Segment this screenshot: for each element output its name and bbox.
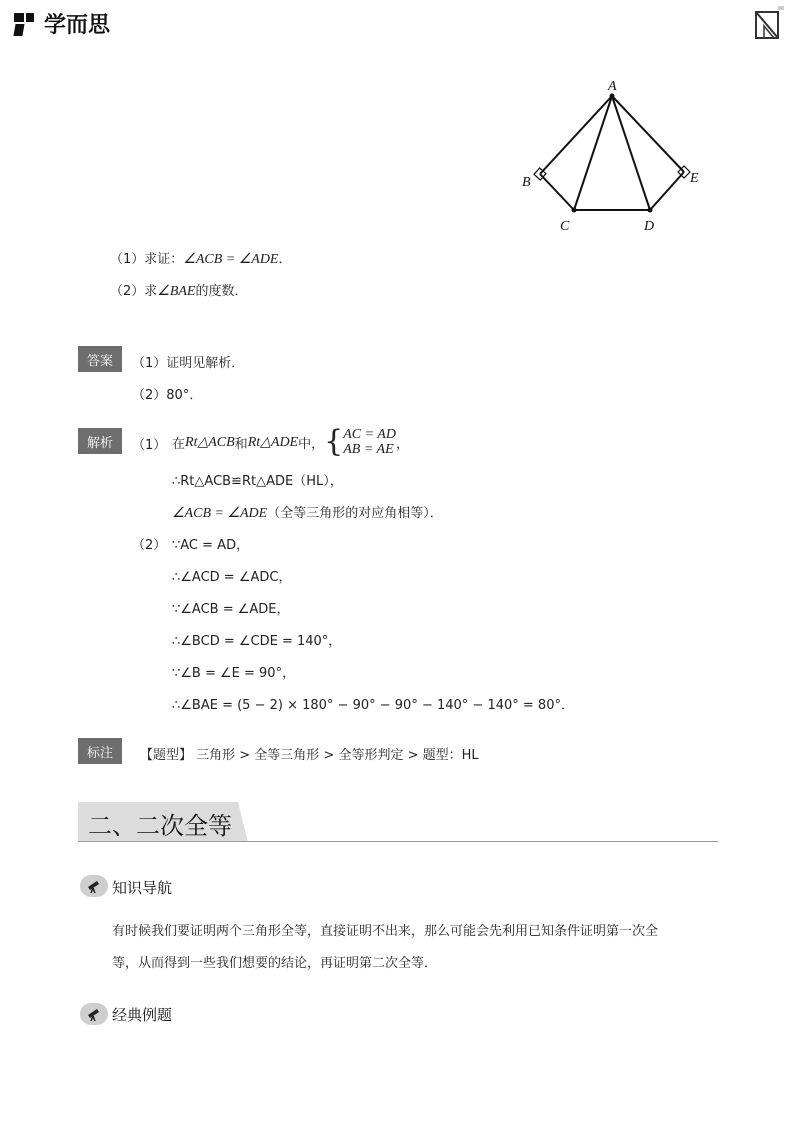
answer-tag: 答案 [78, 346, 122, 372]
label-b: B [522, 175, 531, 190]
question-1: （1）求证：∠ACB = ∠ADE． [110, 252, 292, 267]
analysis-tag: 解析 [78, 428, 122, 454]
ruler-triangle-icon [752, 6, 784, 42]
analysis-line-3: ∠ACB = ∠ADE（全等三角形的对应角相等）． [172, 506, 443, 521]
vertex-c [572, 208, 577, 213]
section-header [78, 802, 718, 842]
analysis-part-1-number: （1） [132, 438, 167, 453]
note-text: 【题型】 三角形 > 全等三角形 > 全等形判定 > 题型：HL [140, 748, 479, 763]
label-e: E [690, 171, 699, 186]
analysis-line-1: 在 Rt△ACB 和 Rt△ADE 中， { AC = AD AB = AE ， [172, 424, 409, 459]
analysis-line-9: ∴∠BAE = (5 − 2) × 180° − 90° − 90° − 140° − 140° = 80°． [172, 698, 574, 713]
equation-system: AC = AD AB = AE [343, 427, 396, 457]
xueersi-logo-icon [12, 10, 42, 38]
note-tag: 标注 [78, 738, 122, 764]
telescope-icon [80, 1003, 108, 1025]
section-title: 二、二次全等 [88, 812, 232, 840]
vertex-a [610, 94, 615, 99]
analysis-line-7: ∴∠BCD = ∠CDE = 140°， [172, 634, 342, 649]
label-a: A [608, 79, 617, 94]
knowledge-title: 知识导航 [112, 879, 173, 897]
brand-logo [12, 8, 110, 39]
vertex-d [648, 208, 653, 213]
label-c: C [560, 219, 570, 234]
analysis-line-8: ∵∠B = ∠E = 90°， [172, 666, 296, 681]
brand-name: 学而思 [44, 13, 111, 38]
knowledge-paragraph-line-1: 有时候我们要证明两个三角形全等，直接证明不出来，那么可能会先利用已知条件证明第一次全 [112, 924, 659, 939]
question-2: （2）求∠BAE的度数． [110, 284, 248, 299]
answer-line-2: （2）80°． [132, 388, 203, 403]
examples-title: 经典例题 [112, 1006, 173, 1024]
analysis-line-4: ∵AC = AD， [172, 538, 250, 553]
system-brace: { [324, 424, 344, 459]
analysis-line-6: ∵∠ACB = ∠ADE， [172, 602, 290, 617]
analysis-part-2-number: （2） [132, 538, 167, 553]
analysis-line-2: ∴Rt△ACB≌Rt△ADE（HL）， [172, 474, 343, 489]
label-d: D [644, 219, 655, 234]
telescope-icon [80, 875, 108, 897]
knowledge-paragraph-line-2: 等，从而得到一些我们想要的结论，再证明第二次全等． [112, 956, 438, 971]
pentagon-figure [510, 78, 710, 238]
analysis-line-5: ∴∠ACD = ∠ADC， [172, 570, 292, 585]
section-divider [78, 841, 718, 842]
answer-line-1: （1）证明见解析． [132, 356, 245, 371]
